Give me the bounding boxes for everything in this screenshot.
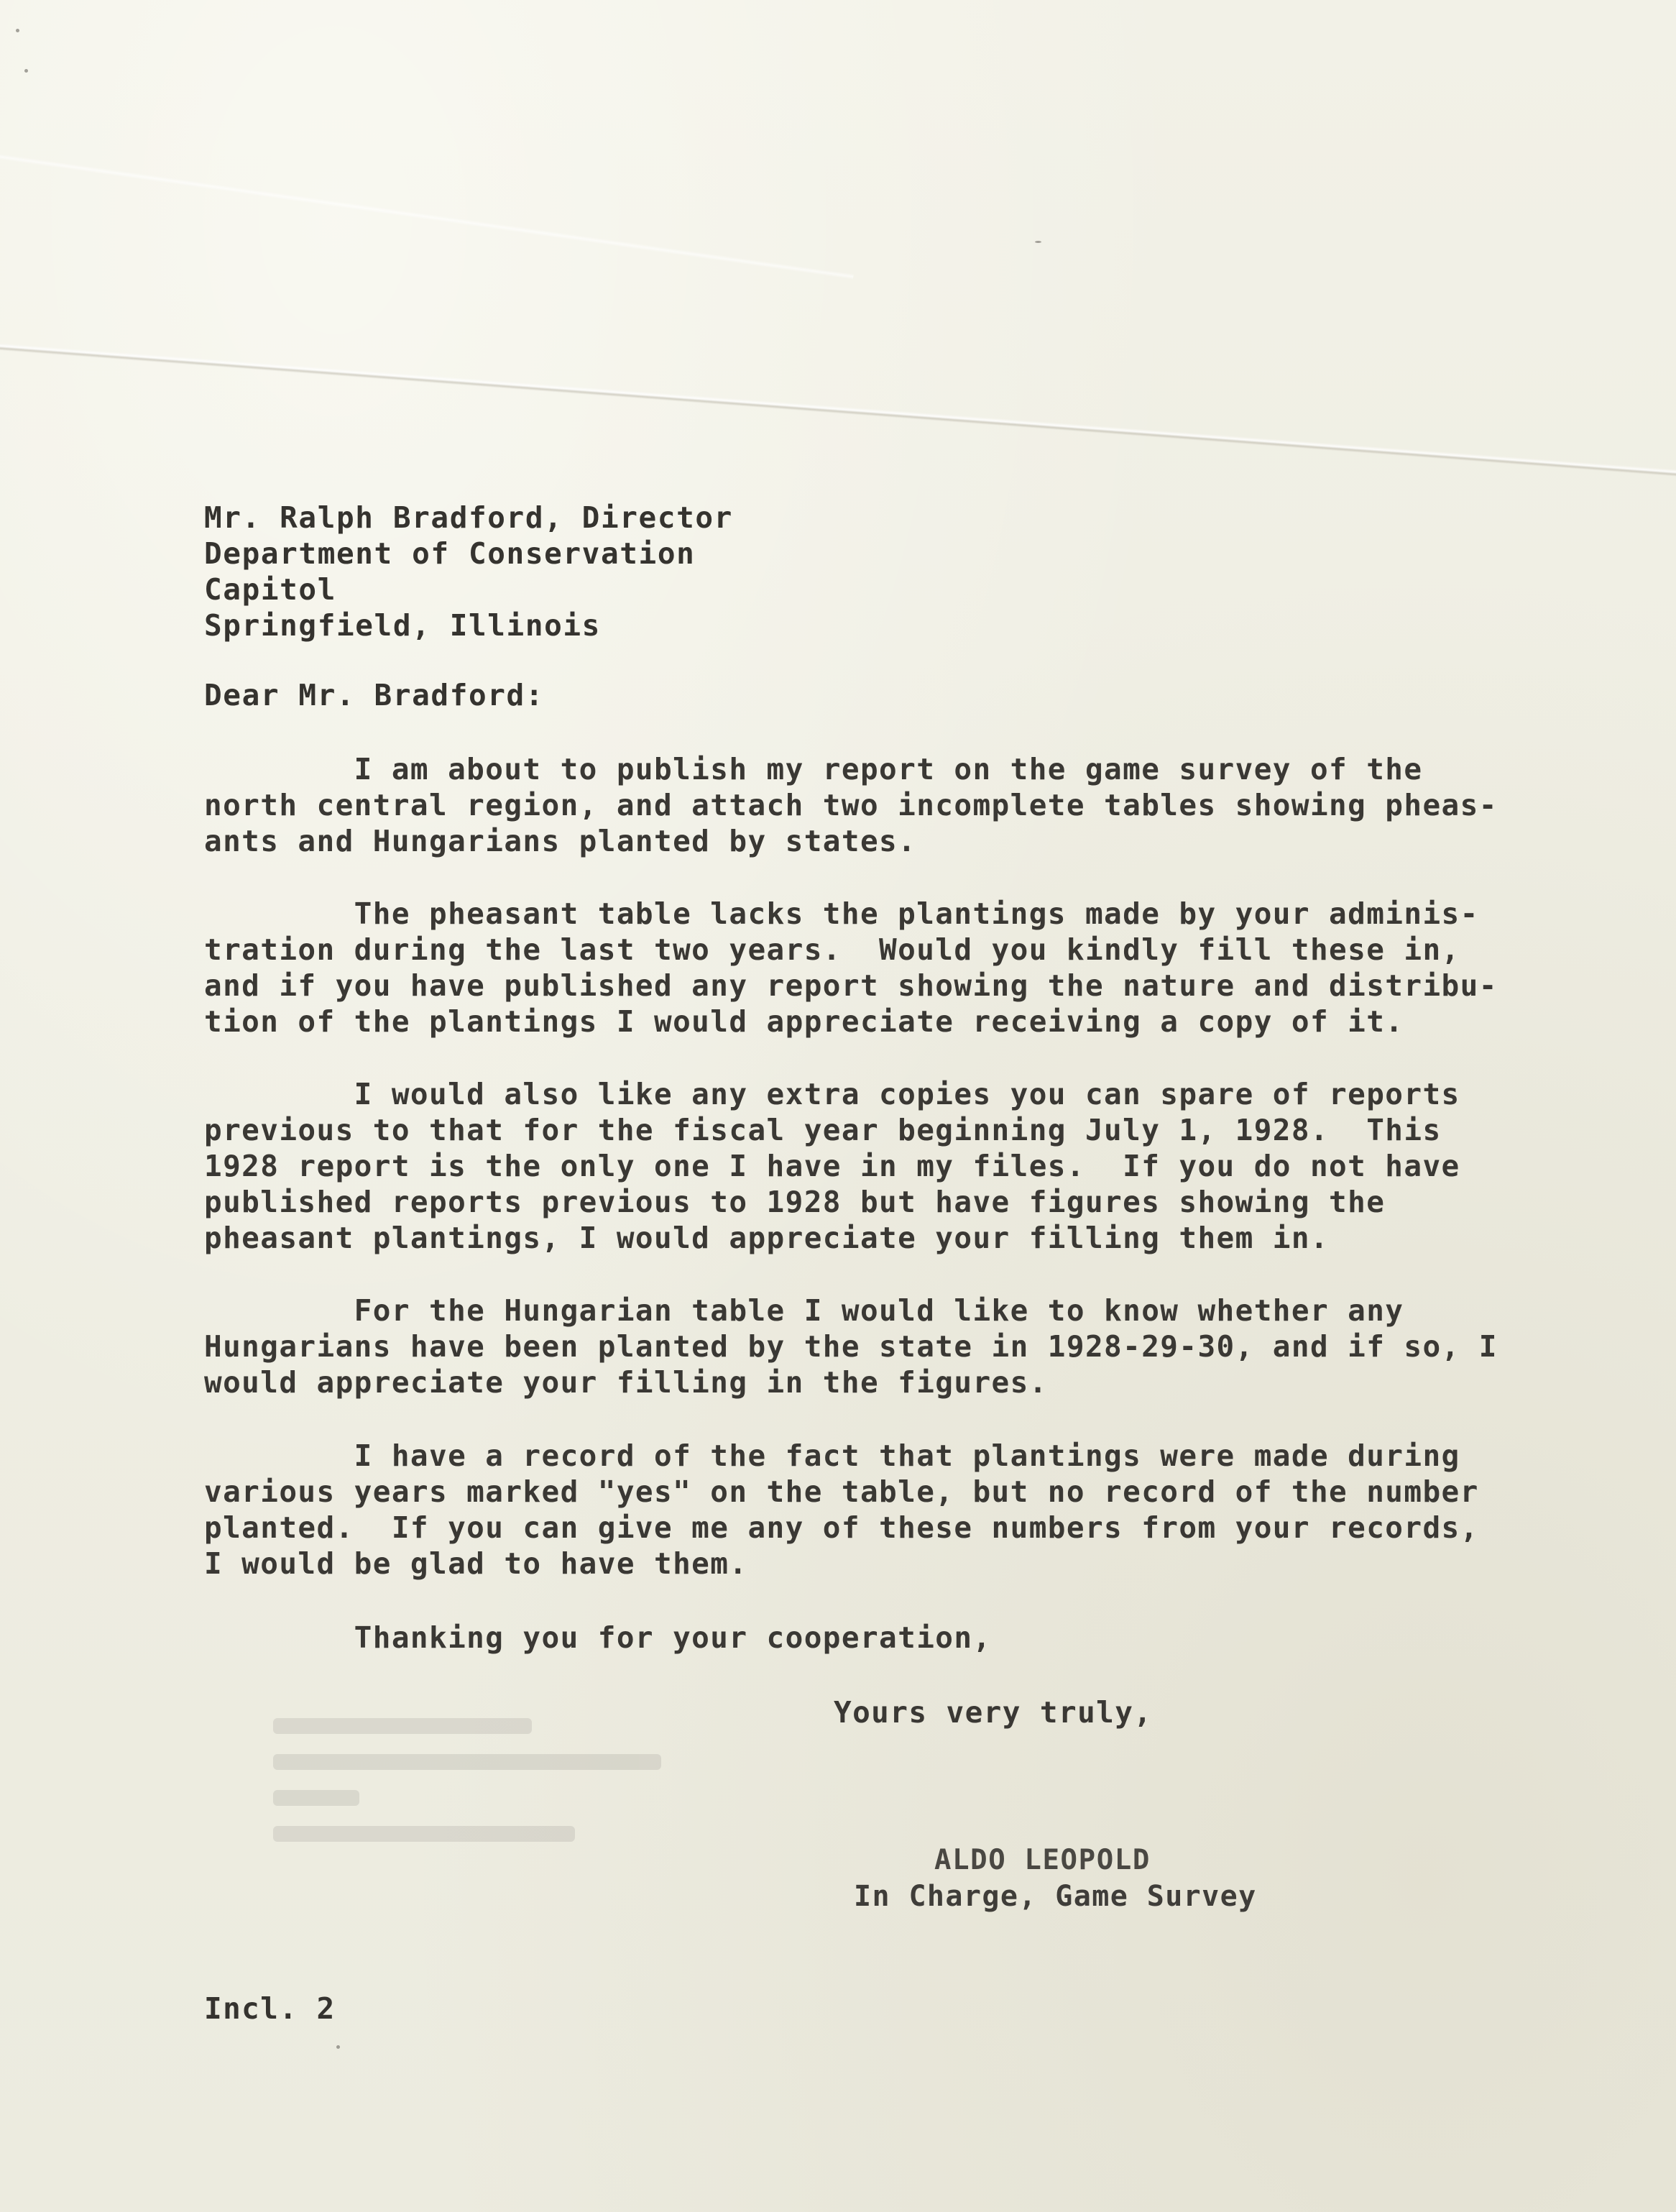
paragraph-line: various years marked "yes" on the table, but no record of the number [204, 1474, 1479, 1509]
paper-speck [336, 2045, 340, 2049]
paragraph-line: tion of the plantings I would appreciate receiving a copy of it. [204, 1004, 1404, 1039]
paragraph [204, 896, 1498, 1040]
paragraph-line: Thanking you for your cooperation, [204, 1620, 992, 1655]
paragraph-line: would appreciate your filling in the figures. [204, 1365, 1048, 1400]
show-through-ghost-text [273, 1718, 661, 1869]
paragraph-line: tration during the last two years. Would you kindly fill these in, [204, 932, 1460, 967]
paper-speck [16, 29, 19, 32]
salutation: Dear Mr. Bradford: [204, 678, 545, 712]
paragraph-line: pheasant plantings, I would appreciate your filling them in. [204, 1221, 1330, 1255]
paragraph-line: ants and Hungarians planted by states. [204, 824, 917, 858]
paragraph-line: published reports previous to 1928 but have figures showing the [204, 1185, 1386, 1219]
paragraph-line: I am about to publish my report on the game survey of the [204, 752, 1423, 786]
paragraph-line: and if you have published any report showing the nature and distribu- [204, 968, 1498, 1003]
address-line: Capitol [204, 572, 336, 607]
paragraph-line: north central region, and attach two incomplete tables showing pheas- [204, 788, 1498, 822]
paper-crease [0, 144, 854, 280]
address-line: Springfield, Illinois [204, 608, 601, 643]
paragraph-line: I would also like any extra copies you can spare of reports [204, 1077, 1460, 1111]
paragraph [204, 1438, 1479, 1582]
paragraph [204, 1620, 992, 1656]
enclosure-note: Incl. 2 [204, 1991, 336, 2026]
paragraph [204, 751, 1498, 859]
paper-fold [0, 338, 1676, 485]
paper-speck [24, 69, 28, 73]
paragraph-line: 1928 report is the only one I have in my files. If you do not have [204, 1149, 1460, 1183]
signer-name: ALDO LEOPOLD [934, 1844, 1151, 1876]
complimentary-close: Yours very truly, [834, 1695, 1153, 1730]
paragraph-line: For the Hungarian table I would like to know whether any [204, 1293, 1404, 1328]
paragraph-line: Hungarians have been planted by the state in 1928-29-30, and if so, I [204, 1329, 1498, 1364]
address-line: Mr. Ralph Bradford, Director [204, 500, 733, 535]
paragraph-line: The pheasant table lacks the plantings made by your adminis- [204, 896, 1479, 931]
paragraph-line: previous to that for the fiscal year beginning July 1, 1928. This [204, 1113, 1442, 1147]
address-line: Department of Conservation [204, 536, 696, 571]
recipient-address [204, 500, 733, 643]
paragraph [204, 1076, 1460, 1256]
paragraph-line: planted. If you can give me any of these numbers from your records, [204, 1510, 1479, 1545]
signer-title: In Charge, Game Survey [854, 1880, 1257, 1913]
paragraph [204, 1293, 1498, 1400]
paragraph-line: I would be glad to have them. [204, 1546, 748, 1581]
paper-speck [1035, 241, 1041, 243]
paragraph-line: I have a record of the fact that plantings were made during [204, 1438, 1460, 1473]
